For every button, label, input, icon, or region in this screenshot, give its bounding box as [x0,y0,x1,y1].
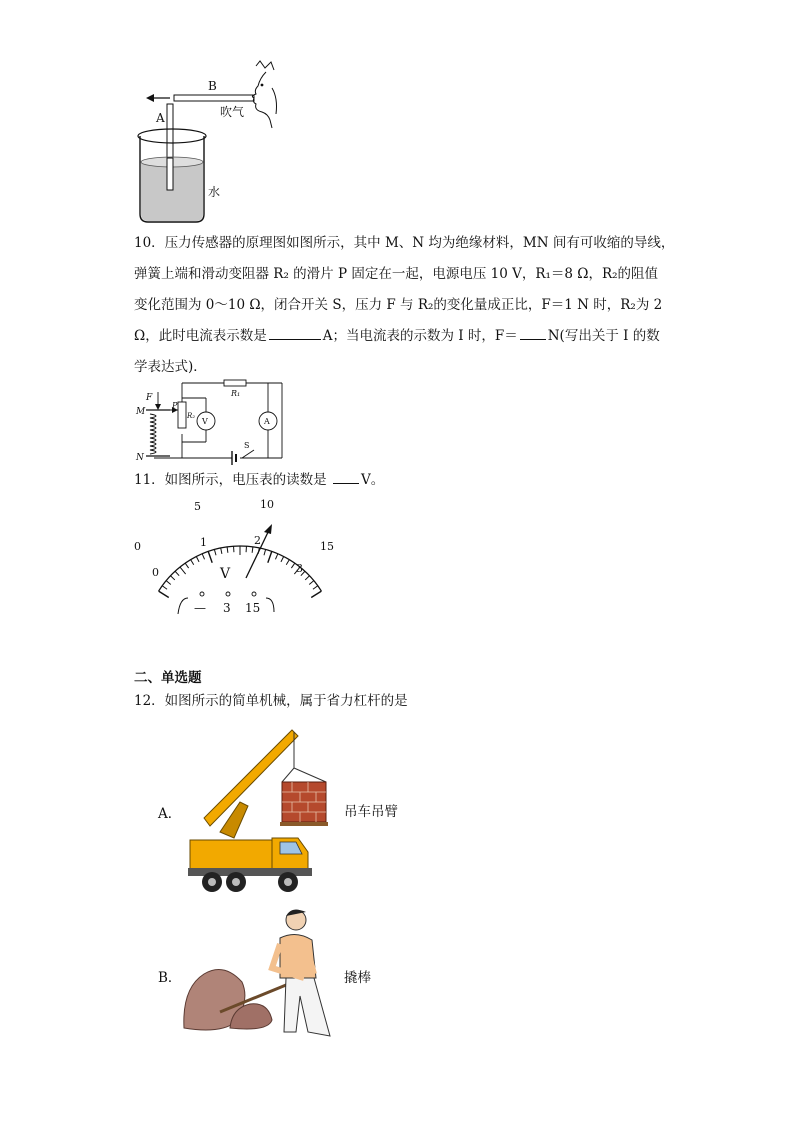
upper-label-0: 0 [134,540,141,553]
label-m: M [136,407,146,417]
dial-tick [162,586,167,590]
dial-tick [227,547,228,553]
unit-v: V [220,566,231,582]
terminal-neg: — [194,601,206,615]
dial-tick [185,563,188,568]
lower-label-2: 2 [254,534,261,547]
label-blow: 吹气 [220,105,245,119]
dial-tick [175,571,179,575]
dial-tick [202,554,204,560]
dial-tick [311,591,321,597]
label-s: S [244,441,250,450]
upper-label-15: 15 [320,540,334,553]
q12-text: 12．如图所示的简单机械，属于省力杠杆的是 [134,693,408,709]
label-v: V [202,417,208,426]
crane-truck-image [186,722,336,898]
upper-label-5: 5 [194,500,201,513]
circuit-figure [136,378,296,464]
dial-tick [166,581,171,585]
q10-line1: 10．压力传感器的原理图如图所示，其中 M、N 均为绝缘材料，MN 间有可收缩的导线， [134,235,675,251]
q10-line4 [134,321,670,352]
dial-tick [208,551,212,562]
q10-line4b: A；当电流表的示数为 I 时，F＝ [322,328,518,344]
q10-line4a: Ω，此时电流表示数是 [134,328,267,344]
label-f: F [146,393,153,403]
label-p: P [172,401,178,410]
lower-label-3: 3 [296,562,303,575]
dial-tick [305,576,309,580]
dial-tick [252,547,253,553]
q11-text-a: 11．如图所示，电压表的读数是 [134,472,331,488]
dial-tick [191,560,194,565]
lower-label-0: 0 [152,566,159,579]
label-water: 水 [208,185,221,199]
straw-beaker-figure [138,58,298,226]
dial-tick [309,581,314,585]
label-a-meter: A [264,417,270,426]
dial-tick [275,554,277,560]
dial-tick [180,567,186,574]
dial-tick [264,549,266,555]
q11-text [134,465,670,496]
answer-blank-force[interactable] [520,325,546,340]
label-b: B [208,79,217,93]
dial-tick [268,551,272,562]
dial-tick [159,591,169,597]
voltmeter-dial-figure [130,494,350,624]
option-b-letter[interactable]: B． [158,970,182,986]
q10-line2: 弹簧上端和滑动变阻器 R₂ 的滑片 P 固定在一起，电源电压 10 V，R₁＝8 Ω，R₂的阻值 [134,266,659,282]
q10-line3: 变化范围为 0～10 Ω，闭合开关 S，压力 F 与 R₂的变化量成正比，F＝1 N 时，R₂为 2 [134,297,663,313]
upper-label-10: 10 [260,498,274,511]
label-r2: R₂ [187,412,196,420]
terminal-3: 3 [223,601,231,615]
label-n: N [136,453,144,463]
section-title: 二、单选题 [134,670,202,686]
dial-tick [313,586,318,590]
dial-tick [221,548,222,554]
option-a-letter[interactable]: A． [158,806,182,822]
terminal-15: 15 [245,601,261,615]
q11-text-b: V。 [360,472,385,488]
dial-tick [286,560,289,565]
dial-tick [281,557,284,562]
crowbar-man-image [180,904,340,1038]
option-a-caption: 吊车吊臂 [344,804,398,820]
q10-line4c: N(写出关于 I 的数 [547,328,660,344]
answer-blank-voltage[interactable] [333,469,359,484]
q10-line5: 学表达式)． [134,359,207,375]
dial-tick [291,563,294,568]
label-r1: R₁ [231,389,241,398]
dial-tick [214,549,216,555]
answer-blank-current[interactable] [269,325,321,340]
option-b-caption: 撬棒 [344,970,371,986]
dial-tick [196,557,199,562]
label-a: A [156,111,165,125]
lower-label-1: 1 [200,536,207,549]
dial-tick [170,576,174,580]
